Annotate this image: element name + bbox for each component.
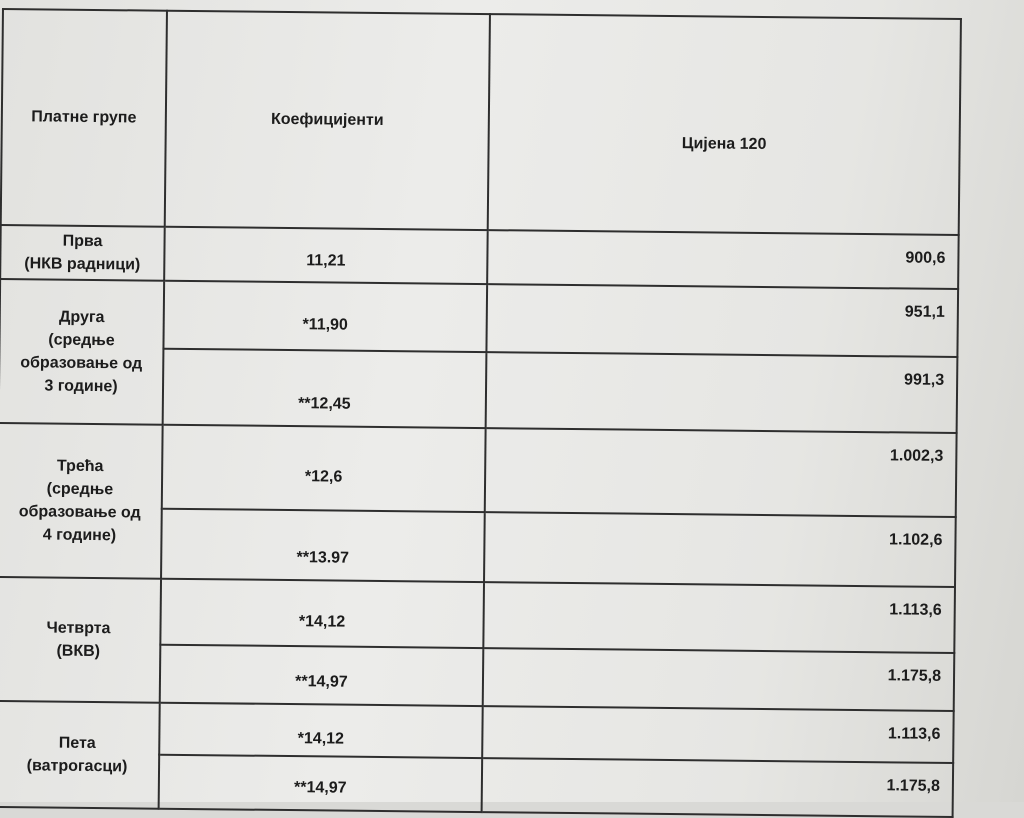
group-name: Пета xyxy=(58,734,96,753)
coefficient-cell: *14,12 xyxy=(160,579,484,648)
group-name: Прва xyxy=(62,232,103,251)
group-cell xyxy=(0,577,161,703)
price-cell: 1.175,8 xyxy=(482,758,954,817)
price-cell: 1.102,6 xyxy=(484,512,956,587)
group-cell xyxy=(0,225,165,281)
header-price: Цијена 120 xyxy=(488,14,961,235)
group-description: 3 године) xyxy=(44,377,118,396)
table-row xyxy=(0,701,954,763)
table-row xyxy=(0,225,959,289)
group-name: Друга xyxy=(58,308,105,327)
table-row xyxy=(0,279,958,357)
price-cell: 951,1 xyxy=(486,284,958,357)
group-description: образовање од xyxy=(20,354,143,373)
coefficient-cell: *14,12 xyxy=(159,703,483,758)
group-description: образовање од xyxy=(18,503,141,522)
price-cell: 991,3 xyxy=(486,352,958,433)
group-description: (НКВ радници) xyxy=(24,255,141,274)
coefficient-cell: *11,90 xyxy=(163,281,487,352)
coefficient-cell: **14,97 xyxy=(160,645,484,706)
coefficient-cell: **14,97 xyxy=(159,755,483,812)
header-coefficients: Коефицијенти xyxy=(165,11,490,230)
group-description: 4 године) xyxy=(42,526,117,545)
coefficient-cell: *12,6 xyxy=(162,425,486,512)
header-pay-groups: Платне групе xyxy=(1,9,167,227)
price-cell: 900,6 xyxy=(487,230,959,289)
group-name: Трећа xyxy=(56,457,104,476)
group-name: Четврта xyxy=(46,619,111,638)
group-cell xyxy=(0,423,163,579)
group-description: (средње xyxy=(48,331,115,350)
table-row xyxy=(0,423,957,517)
coefficient-cell: 11,21 xyxy=(164,227,488,284)
price-cell: 1.113,6 xyxy=(482,706,954,763)
group-description: (ватрогасци) xyxy=(26,757,128,776)
price-cell: 1.113,6 xyxy=(483,582,955,653)
group-description: (средње xyxy=(46,480,114,499)
coefficient-cell: **13.97 xyxy=(161,509,485,582)
table-row xyxy=(0,577,955,653)
group-description: (ВКВ) xyxy=(56,642,101,661)
group-cell xyxy=(0,279,164,425)
pay-groups-table xyxy=(0,8,962,818)
group-cell xyxy=(0,701,160,809)
price-cell: 1.175,8 xyxy=(483,648,955,711)
table-header-row xyxy=(1,9,961,235)
price-cell: 1.002,3 xyxy=(485,428,957,517)
coefficient-cell: **12,45 xyxy=(163,349,487,428)
